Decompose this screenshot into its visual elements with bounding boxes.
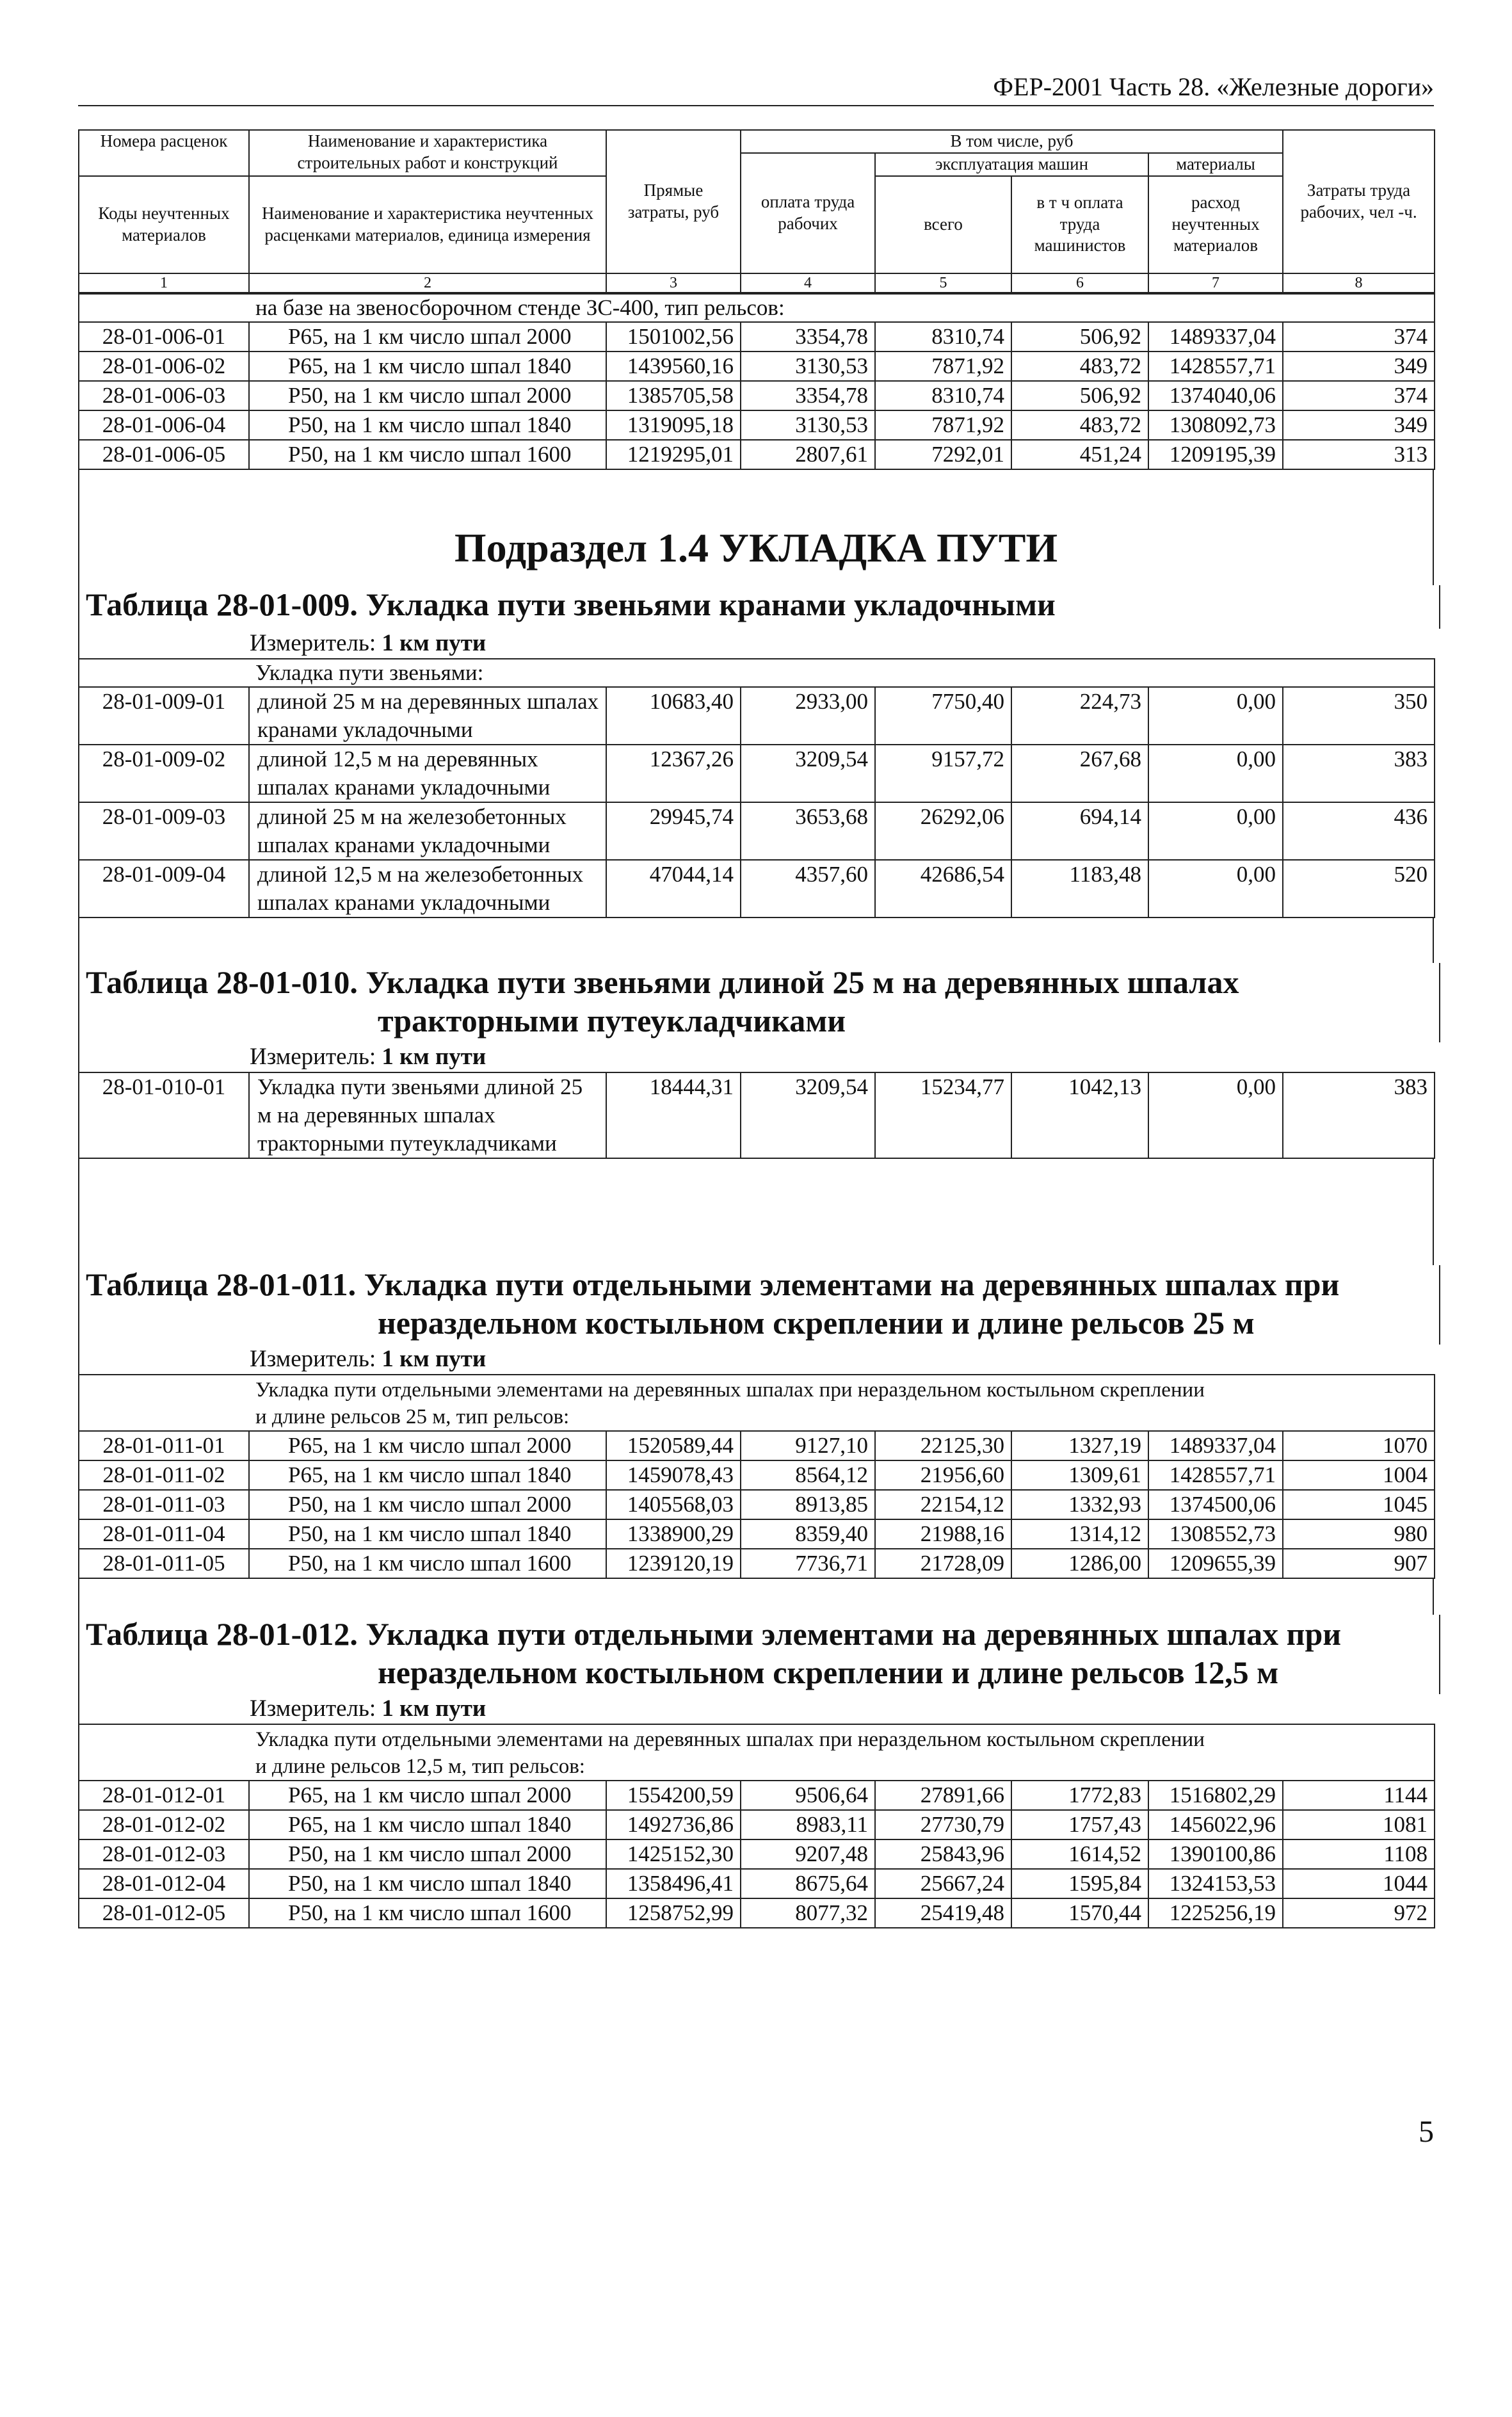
cell-machines: 22154,12 bbox=[875, 1490, 1011, 1519]
cell-materials: 0,00 bbox=[1148, 802, 1283, 860]
cell-labor: 3653,68 bbox=[741, 802, 875, 860]
table-010-title-line2: тракторными путеукладчиками bbox=[378, 1002, 846, 1039]
cell-machines: 15234,77 bbox=[875, 1072, 1011, 1158]
cell-direct: 1338900,29 bbox=[606, 1519, 741, 1549]
cell-name: Р50, на 1 км число шпал 2000 bbox=[249, 1490, 606, 1519]
header-col6: в т ч оплата труда машинистов bbox=[1011, 176, 1148, 273]
col-number: 3 bbox=[606, 273, 741, 293]
cell-labor: 4357,60 bbox=[741, 860, 875, 917]
cell-hours: 436 bbox=[1283, 802, 1435, 860]
cell-labor: 3354,78 bbox=[741, 322, 875, 352]
table-row bbox=[79, 1839, 1435, 1869]
cell-direct: 1358496,41 bbox=[606, 1869, 741, 1898]
table-011-title-line2: нераздельном костыльном скреплении и длине рельсов 25 м bbox=[378, 1304, 1255, 1341]
cell-hours: 374 bbox=[1283, 381, 1435, 410]
table-row bbox=[79, 1431, 1435, 1460]
subheading-line2: и длине рельсов 25 м, тип рельсов: bbox=[255, 1405, 570, 1428]
cell-machines: 7292,01 bbox=[875, 440, 1011, 469]
cell-name: Р65, на 1 км число шпал 2000 bbox=[249, 322, 606, 352]
cell-hours: 1045 bbox=[1283, 1490, 1435, 1519]
cell-operators: 1757,43 bbox=[1011, 1810, 1148, 1839]
cell-labor: 8675,64 bbox=[741, 1869, 875, 1898]
meter-value: 1 км пути bbox=[382, 629, 487, 656]
cell-code: 28-01-006-03 bbox=[79, 381, 249, 410]
cell-name: Р65, на 1 км число шпал 2000 bbox=[249, 1431, 606, 1460]
cell-labor: 3209,54 bbox=[741, 745, 875, 802]
cell-machines: 42686,54 bbox=[875, 860, 1011, 917]
cell-labor: 8913,85 bbox=[741, 1490, 875, 1519]
meter-label: Измеритель: bbox=[250, 1695, 376, 1722]
cell-labor: 3354,78 bbox=[741, 381, 875, 410]
cell-name: Укладка пути звеньями длиной 25 м на деревянных шпалах тракторными путеукладчиками bbox=[249, 1072, 606, 1158]
cell-labor: 3209,54 bbox=[741, 1072, 875, 1158]
cell-code: 28-01-011-05 bbox=[79, 1549, 249, 1578]
cell-name: Р65, на 1 км число шпал 1840 bbox=[249, 352, 606, 381]
header-exploitation: эксплуатация машин bbox=[875, 153, 1148, 176]
subheading-line1: Укладка пути отдельными элементами на деревянных шпалах при нераздельном костыльном скреплении bbox=[255, 1727, 1205, 1751]
table-010-title-line1: Таблица 28-01-010. Укладка пути звеньями длиной 25 м на деревянных шпалах bbox=[86, 964, 1239, 1000]
table-010-title bbox=[78, 963, 1440, 1042]
table-011 bbox=[78, 1374, 1435, 1579]
cell-hours: 349 bbox=[1283, 352, 1435, 381]
table-010-meter bbox=[78, 1042, 1512, 1072]
column-header-table bbox=[78, 129, 1435, 293]
cell-labor: 8564,12 bbox=[741, 1460, 875, 1490]
cell-hours: 313 bbox=[1283, 440, 1435, 469]
cell-direct: 1492736,86 bbox=[606, 1810, 741, 1839]
table-row bbox=[79, 381, 1435, 410]
table-012-meter bbox=[78, 1694, 1512, 1724]
table-row bbox=[79, 687, 1435, 745]
cell-name: Р50, на 1 км число шпал 1600 bbox=[249, 440, 606, 469]
table-row bbox=[79, 860, 1435, 917]
cell-name: Р50, на 1 км число шпал 2000 bbox=[249, 1839, 606, 1869]
cell-materials: 0,00 bbox=[1148, 687, 1283, 745]
table-011-meter bbox=[78, 1345, 1512, 1374]
cell-hours: 972 bbox=[1283, 1898, 1435, 1928]
header-col1-bottom: Коды неучтенных материалов bbox=[79, 176, 249, 273]
cell-hours: 907 bbox=[1283, 1549, 1435, 1578]
cell-name: Р65, на 1 км число шпал 1840 bbox=[249, 1810, 606, 1839]
header-col4: оплата труда рабочих bbox=[741, 153, 875, 273]
cell-code: 28-01-006-04 bbox=[79, 410, 249, 440]
header-col8: Затраты труда рабочих, чел -ч. bbox=[1283, 130, 1435, 273]
cell-labor: 2933,00 bbox=[741, 687, 875, 745]
cell-direct: 1239120,19 bbox=[606, 1549, 741, 1578]
table-row bbox=[79, 802, 1435, 860]
cell-hours: 1070 bbox=[1283, 1431, 1435, 1460]
table-009-meter bbox=[78, 629, 1512, 658]
table-row bbox=[79, 745, 1435, 802]
header-materials: материалы bbox=[1148, 153, 1283, 176]
col-number: 6 bbox=[1011, 273, 1148, 293]
cell-direct: 18444,31 bbox=[606, 1072, 741, 1158]
cell-machines: 25843,96 bbox=[875, 1839, 1011, 1869]
cell-name: длиной 25 м на деревянных шпалах кранами укладочными bbox=[249, 687, 606, 745]
running-title: ФЕР-2001 Часть 28. «Железные дороги» bbox=[993, 72, 1434, 101]
meter-value: 1 км пути bbox=[382, 1695, 487, 1722]
cell-hours: 980 bbox=[1283, 1519, 1435, 1549]
cell-code: 28-01-011-02 bbox=[79, 1460, 249, 1490]
cell-machines: 22125,30 bbox=[875, 1431, 1011, 1460]
cell-operators: 1570,44 bbox=[1011, 1898, 1148, 1928]
cell-code: 28-01-012-01 bbox=[79, 1781, 249, 1810]
cell-direct: 1425152,30 bbox=[606, 1839, 741, 1869]
table-row bbox=[79, 1490, 1435, 1519]
cell-code: 28-01-009-03 bbox=[79, 802, 249, 860]
cell-labor: 9127,10 bbox=[741, 1431, 875, 1460]
cell-operators: 451,24 bbox=[1011, 440, 1148, 469]
cell-materials: 0,00 bbox=[1148, 745, 1283, 802]
cell-operators: 1772,83 bbox=[1011, 1781, 1148, 1810]
table-011-title bbox=[78, 1265, 1440, 1345]
cell-code: 28-01-011-01 bbox=[79, 1431, 249, 1460]
cell-name: Р50, на 1 км число шпал 1840 bbox=[249, 410, 606, 440]
cell-operators: 1042,13 bbox=[1011, 1072, 1148, 1158]
cell-code: 28-01-009-04 bbox=[79, 860, 249, 917]
cell-labor: 9207,48 bbox=[741, 1839, 875, 1869]
cell-operators: 224,73 bbox=[1011, 687, 1148, 745]
cell-machines: 21988,16 bbox=[875, 1519, 1011, 1549]
cell-hours: 349 bbox=[1283, 410, 1435, 440]
cell-labor: 8077,32 bbox=[741, 1898, 875, 1928]
cell-direct: 29945,74 bbox=[606, 802, 741, 860]
cell-materials: 1428557,71 bbox=[1148, 352, 1283, 381]
header-col1-top: Номера расценок bbox=[79, 130, 249, 176]
table-012 bbox=[78, 1724, 1435, 1928]
subheading-line1: Укладка пути отдельными элементами на деревянных шпалах при нераздельном костыльном скреплении bbox=[255, 1378, 1205, 1402]
cell-materials: 1225256,19 bbox=[1148, 1898, 1283, 1928]
cell-code: 28-01-006-05 bbox=[79, 440, 249, 469]
cell-labor: 2807,61 bbox=[741, 440, 875, 469]
table-006-subheading: на базе на звеносборочном стенде ЗС-400, тип рельсов: bbox=[249, 294, 1435, 322]
table-011-title-line1: Таблица 28-01-011. Укладка пути отдельными элементами на деревянных шпалах при bbox=[86, 1266, 1340, 1302]
cell-machines: 9157,72 bbox=[875, 745, 1011, 802]
cell-name: длиной 12,5 м на деревянных шпалах кранами укладочными bbox=[249, 745, 606, 802]
table-row bbox=[79, 322, 1435, 352]
table-011-subheading bbox=[249, 1375, 1435, 1431]
cell-direct: 1520589,44 bbox=[606, 1431, 741, 1460]
table-row bbox=[79, 1519, 1435, 1549]
cell-operators: 267,68 bbox=[1011, 745, 1148, 802]
header-col3: Прямые затраты, руб bbox=[606, 130, 741, 273]
cell-materials: 1209195,39 bbox=[1148, 440, 1283, 469]
cell-code: 28-01-011-03 bbox=[79, 1490, 249, 1519]
table-row bbox=[79, 1549, 1435, 1578]
meter-label: Измеритель: bbox=[250, 1043, 376, 1070]
cell-machines: 8310,74 bbox=[875, 322, 1011, 352]
subheading-line2: и длине рельсов 12,5 м, тип рельсов: bbox=[255, 1754, 585, 1778]
cell-machines: 25419,48 bbox=[875, 1898, 1011, 1928]
meter-value: 1 км пути bbox=[382, 1345, 487, 1372]
cell-direct: 1459078,43 bbox=[606, 1460, 741, 1490]
table-012-title-line1: Таблица 28-01-012. Укладка пути отдельными элементами на деревянных шпалах при bbox=[86, 1615, 1342, 1652]
cell-materials: 1308552,73 bbox=[1148, 1519, 1283, 1549]
cell-name: Р65, на 1 км число шпал 2000 bbox=[249, 1781, 606, 1810]
table-row bbox=[79, 410, 1435, 440]
table-row bbox=[79, 1072, 1435, 1158]
cell-hours: 1004 bbox=[1283, 1460, 1435, 1490]
cell-name: Р50, на 1 км число шпал 2000 bbox=[249, 381, 606, 410]
cell-hours: 1108 bbox=[1283, 1839, 1435, 1869]
cell-hours: 374 bbox=[1283, 322, 1435, 352]
cell-name: Р50, на 1 км число шпал 1840 bbox=[249, 1519, 606, 1549]
cell-operators: 506,92 bbox=[1011, 381, 1148, 410]
cell-operators: 506,92 bbox=[1011, 322, 1148, 352]
cell-direct: 1219295,01 bbox=[606, 440, 741, 469]
cell-operators: 483,72 bbox=[1011, 410, 1148, 440]
cell-machines: 26292,06 bbox=[875, 802, 1011, 860]
cell-direct: 10683,40 bbox=[606, 687, 741, 745]
col-number: 7 bbox=[1148, 273, 1283, 293]
cell-materials: 1390100,86 bbox=[1148, 1839, 1283, 1869]
cell-name: Р50, на 1 км число шпал 1600 bbox=[249, 1549, 606, 1578]
header-col2-bottom: Наименование и характеристика неучтенных расценками материалов, единица измерения bbox=[249, 176, 606, 273]
cell-materials: 1456022,96 bbox=[1148, 1810, 1283, 1839]
cell-hours: 520 bbox=[1283, 860, 1435, 917]
cell-operators: 483,72 bbox=[1011, 352, 1148, 381]
table-row bbox=[79, 1869, 1435, 1898]
cell-code: 28-01-006-02 bbox=[79, 352, 249, 381]
cell-materials: 1374040,06 bbox=[1148, 381, 1283, 410]
cell-operators: 1332,93 bbox=[1011, 1490, 1148, 1519]
cell-machines: 27891,66 bbox=[875, 1781, 1011, 1810]
cell-name: Р50, на 1 км число шпал 1840 bbox=[249, 1869, 606, 1898]
cell-code: 28-01-009-01 bbox=[79, 687, 249, 745]
cell-direct: 1501002,56 bbox=[606, 322, 741, 352]
cell-machines: 8310,74 bbox=[875, 381, 1011, 410]
table-010 bbox=[78, 1072, 1435, 1159]
cell-code: 28-01-012-04 bbox=[79, 1869, 249, 1898]
table-row bbox=[79, 1898, 1435, 1928]
cell-hours: 1081 bbox=[1283, 1810, 1435, 1839]
cell-machines: 25667,24 bbox=[875, 1869, 1011, 1898]
cell-machines: 21728,09 bbox=[875, 1549, 1011, 1578]
cell-code: 28-01-010-01 bbox=[79, 1072, 249, 1158]
cell-materials: 0,00 bbox=[1148, 1072, 1283, 1158]
cell-machines: 7750,40 bbox=[875, 687, 1011, 745]
col-number: 1 bbox=[79, 273, 249, 293]
cell-code: 28-01-009-02 bbox=[79, 745, 249, 802]
cell-direct: 1554200,59 bbox=[606, 1781, 741, 1810]
cell-code: 28-01-012-03 bbox=[79, 1839, 249, 1869]
cell-materials: 1489337,04 bbox=[1148, 1431, 1283, 1460]
cell-hours: 350 bbox=[1283, 687, 1435, 745]
meter-label: Измеритель: bbox=[250, 629, 376, 656]
meter-value: 1 км пути bbox=[382, 1043, 487, 1070]
cell-machines: 27730,79 bbox=[875, 1810, 1011, 1839]
cell-labor: 3130,53 bbox=[741, 410, 875, 440]
table-row bbox=[79, 1781, 1435, 1810]
cell-hours: 383 bbox=[1283, 745, 1435, 802]
cell-labor: 3130,53 bbox=[741, 352, 875, 381]
cell-operators: 1286,00 bbox=[1011, 1549, 1148, 1578]
table-012-title-line2: нераздельном костыльном скреплении и длине рельсов 12,5 м bbox=[378, 1654, 1279, 1690]
cell-materials: 1308092,73 bbox=[1148, 410, 1283, 440]
cell-hours: 383 bbox=[1283, 1072, 1435, 1158]
cell-machines: 7871,92 bbox=[875, 410, 1011, 440]
cell-materials: 1489337,04 bbox=[1148, 322, 1283, 352]
cell-name: Р50, на 1 км число шпал 1600 bbox=[249, 1898, 606, 1928]
cell-direct: 1385705,58 bbox=[606, 381, 741, 410]
table-009-subheading: Укладка пути звеньями: bbox=[249, 659, 1435, 687]
cell-materials: 1516802,29 bbox=[1148, 1781, 1283, 1810]
col-number: 2 bbox=[249, 273, 606, 293]
table-012-title bbox=[78, 1615, 1440, 1694]
table-009 bbox=[78, 658, 1435, 918]
cell-materials: 1374500,06 bbox=[1148, 1490, 1283, 1519]
cell-name: Р65, на 1 км число шпал 1840 bbox=[249, 1460, 606, 1490]
page-number: 5 bbox=[1419, 2115, 1434, 2149]
header-col5: всего bbox=[875, 176, 1011, 273]
cell-code: 28-01-006-01 bbox=[79, 322, 249, 352]
cell-code: 28-01-011-04 bbox=[79, 1519, 249, 1549]
table-row bbox=[79, 1460, 1435, 1490]
cell-machines: 7871,92 bbox=[875, 352, 1011, 381]
header-group: В том числе, руб bbox=[741, 130, 1283, 153]
cell-direct: 1319095,18 bbox=[606, 410, 741, 440]
cell-hours: 1044 bbox=[1283, 1869, 1435, 1898]
cell-name: длиной 12,5 м на железобетонных шпалах кранами укладочными bbox=[249, 860, 606, 917]
cell-operators: 1327,19 bbox=[1011, 1431, 1148, 1460]
table-006 bbox=[78, 293, 1435, 470]
cell-direct: 1258752,99 bbox=[606, 1898, 741, 1928]
cell-direct: 1439560,16 bbox=[606, 352, 741, 381]
cell-labor: 7736,71 bbox=[741, 1549, 875, 1578]
cell-direct: 1405568,03 bbox=[606, 1490, 741, 1519]
cell-operators: 1614,52 bbox=[1011, 1839, 1148, 1869]
cell-code: 28-01-012-02 bbox=[79, 1810, 249, 1839]
cell-direct: 12367,26 bbox=[606, 745, 741, 802]
meter-label: Измеритель: bbox=[250, 1345, 376, 1372]
col-number: 8 bbox=[1283, 273, 1435, 293]
cell-operators: 694,14 bbox=[1011, 802, 1148, 860]
cell-materials: 1324153,53 bbox=[1148, 1869, 1283, 1898]
table-009-title: Таблица 28-01-009. Укладка пути звеньями кранами укладочными bbox=[78, 585, 1440, 629]
cell-hours: 1144 bbox=[1283, 1781, 1435, 1810]
cell-materials: 0,00 bbox=[1148, 860, 1283, 917]
cell-labor: 8983,11 bbox=[741, 1810, 875, 1839]
header-rule bbox=[78, 105, 1434, 106]
table-012-subheading bbox=[249, 1724, 1435, 1781]
cell-materials: 1428557,71 bbox=[1148, 1460, 1283, 1490]
subsection-title: Подраздел 1.4 УКЛАДКА ПУТИ bbox=[78, 528, 1434, 585]
table-row bbox=[79, 352, 1435, 381]
cell-operators: 1595,84 bbox=[1011, 1869, 1148, 1898]
document-body bbox=[78, 129, 1434, 2417]
cell-operators: 1183,48 bbox=[1011, 860, 1148, 917]
table-row bbox=[79, 1810, 1435, 1839]
cell-operators: 1314,12 bbox=[1011, 1519, 1148, 1549]
cell-direct: 47044,14 bbox=[606, 860, 741, 917]
header-col2-top: Наименование и характеристика строительных работ и конструкций bbox=[249, 130, 606, 176]
cell-materials: 1209655,39 bbox=[1148, 1549, 1283, 1578]
cell-labor: 9506,64 bbox=[741, 1781, 875, 1810]
cell-labor: 8359,40 bbox=[741, 1519, 875, 1549]
cell-operators: 1309,61 bbox=[1011, 1460, 1148, 1490]
cell-code: 28-01-012-05 bbox=[79, 1898, 249, 1928]
cell-name: длиной 25 м на железобетонных шпалах кранами укладочными bbox=[249, 802, 606, 860]
header-col7: расход неучтенных материалов bbox=[1148, 176, 1283, 273]
col-number: 5 bbox=[875, 273, 1011, 293]
col-number: 4 bbox=[741, 273, 875, 293]
cell-machines: 21956,60 bbox=[875, 1460, 1011, 1490]
table-row bbox=[79, 440, 1435, 469]
